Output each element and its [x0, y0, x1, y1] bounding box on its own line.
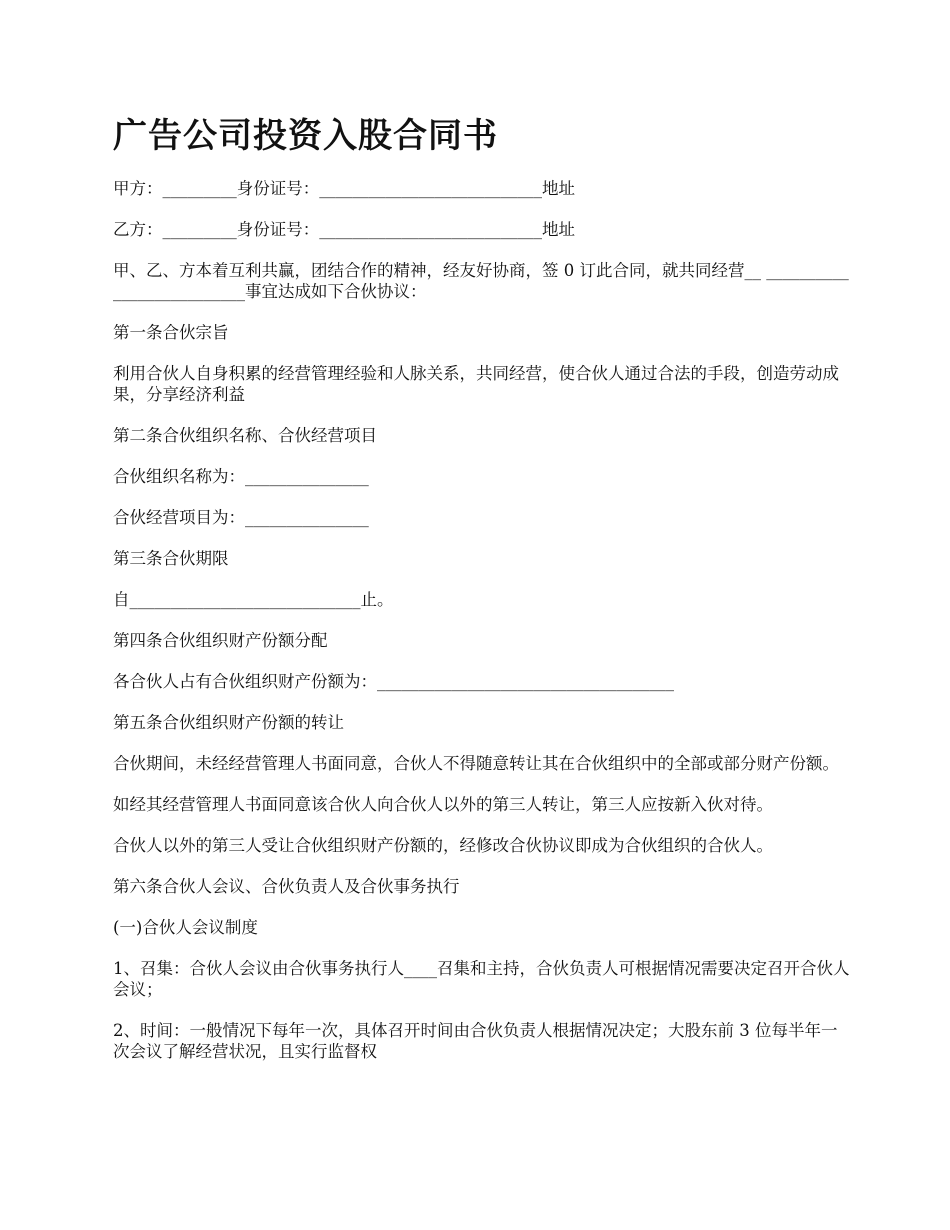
transfer-restriction-paragraph: 合伙期间，未经经营管理人书面同意，合伙人不得随意转让其在合伙组织中的全部或部分财产份额。	[113, 754, 839, 773]
article-4-heading: 第四条合伙组织财产份额分配	[113, 631, 328, 650]
term-line: 自____________________________止。	[113, 590, 394, 609]
third-party-admission-paragraph: 合伙人以外的第三人受让合伙组织财产份额的，经修改合伙协议即成为合伙组织的合伙人。	[113, 836, 773, 855]
article-2-heading: 第二条合伙组织名称、合伙经营项目	[113, 426, 377, 445]
article-1-heading: 第一条合伙宗旨	[113, 323, 229, 342]
third-party-transfer-paragraph: 如经其经营管理人书面同意该合伙人向合伙人以外的第三人转让，第三人应按新入伙对待。	[113, 795, 773, 814]
document-title: 广告公司投资入股合同书	[113, 116, 498, 156]
document-page	[113, 112, 853, 1082]
article-5-heading: 第五条合伙组织财产份额的转让	[113, 713, 344, 732]
meeting-system-heading: (一)合伙人会议制度	[113, 918, 258, 937]
party-b-line: 乙方：_________身份证号：___________________________地址	[113, 220, 575, 239]
party-a-line: 甲方：_________身份证号：___________________________地址	[113, 179, 575, 198]
meeting-convening-paragraph: 1、召集：合伙人会议由合伙事务执行人____召集和主持，合伙负责人可根据情况需要决定召开合伙人会议；	[113, 959, 850, 999]
org-name-line: 合伙组织名称为：_______________	[113, 467, 369, 486]
business-item-line: 合伙经营项目为：_______________	[113, 508, 369, 527]
article-3-heading: 第三条合伙期限	[113, 549, 229, 568]
preamble-paragraph: 甲、乙、方本着互利共赢，团结合作的精神，经友好协商，签 0 订此合同，就共同经营__ __________________________事宜达成如下合伙协议：	[113, 261, 849, 301]
share-allocation-line: 各合伙人占有合伙组织财产份额为：____________________________________	[113, 672, 674, 691]
article-6-heading: 第六条合伙人会议、合伙负责人及合伙事务执行	[113, 877, 460, 896]
meeting-time-paragraph: 2、时间：一般情况下每年一次，具体召开时间由合伙负责人根据情况决定；大股东前 3 位每半年一次会议了解经营状况，且实行监督权	[113, 1021, 838, 1061]
article-1-body: 利用合伙人自身积累的经营管理经验和人脉关系，共同经营，使合伙人通过合法的手段，创造劳动成果，分享经济利益	[113, 364, 839, 404]
